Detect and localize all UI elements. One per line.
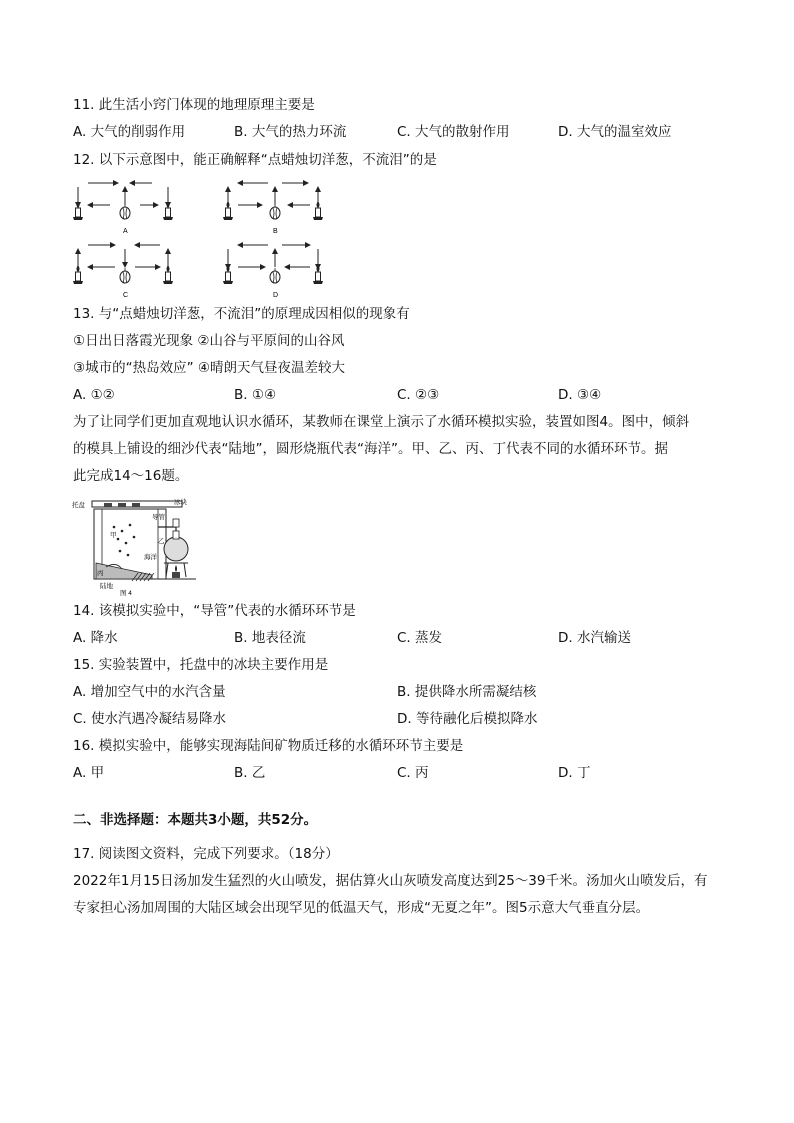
q15-stem: 15. 实验装置中，托盘中的冰块主要作用是 <box>73 657 329 673</box>
diagram-a-label: A <box>123 228 128 235</box>
label-jia: 甲 <box>110 532 117 539</box>
q15-option-c: C. 使水汽遇冷凝结易降水 <box>73 711 227 727</box>
q12-stem: 12. 以下示意图中，能正确解释“点蜡烛切洋葱，不流泪”的是 <box>73 152 437 168</box>
diagram-b <box>223 183 323 235</box>
label-land: 陆地 <box>100 583 113 590</box>
intro-line3: 此完成14～16题。 <box>73 468 189 484</box>
q15-option-a: A. 增加空气中的水汽含量 <box>73 684 226 700</box>
q11-option-c: C. 大气的散射作用 <box>397 124 510 140</box>
q15-option-d: D. 等待融化后模拟降水 <box>397 711 538 727</box>
q14-option-b: B. 地表径流 <box>234 630 306 646</box>
q11-option-b: B. 大气的热力环流 <box>234 124 347 140</box>
diagram-d-label: D <box>273 292 279 299</box>
diagram-c <box>73 245 173 299</box>
label-ice: 冰块 <box>174 499 187 506</box>
label-ocean: 海洋 <box>144 554 157 561</box>
diagram-a <box>73 183 173 235</box>
q16-option-a: A. 甲 <box>73 765 105 781</box>
q12-diagrams <box>70 175 340 300</box>
label-tray: 托盘 <box>72 502 85 509</box>
q13-option-d: D. ③④ <box>558 387 602 403</box>
label-yi: 乙 <box>158 538 165 545</box>
figure4-caption: 图 4 <box>120 590 132 597</box>
section2-title: 二、非选择题：本题共3小题，共52分。 <box>73 812 318 828</box>
q13-items-line1: ①日出日落霞光现象 ②山谷与平原间的山谷风 <box>73 333 345 349</box>
q14-stem: 14. 该模拟实验中，“导管”代表的水循环环节是 <box>73 603 356 619</box>
q16-option-c: C. 丙 <box>397 765 429 781</box>
q11-option-a: A. 大气的削弱作用 <box>73 124 186 140</box>
q13-items-line2: ③城市的“热岛效应” ④晴朗天气昼夜温差较大 <box>73 360 345 376</box>
q11-option-d: D. 大气的温室效应 <box>558 124 672 140</box>
diagram-b-label: B <box>273 228 278 235</box>
q13-option-b: B. ①④ <box>234 387 277 403</box>
q16-option-d: D. 丁 <box>558 765 591 781</box>
q15-option-b: B. 提供降水所需凝结核 <box>397 684 537 700</box>
label-tube: 导管 <box>152 514 165 521</box>
q17-line2: 专家担心汤加周围的大陆区域会出现罕见的低温天气，形成“无夏之年”。图5示意大气垂直分层。 <box>73 900 650 916</box>
q14-option-a: A. 降水 <box>73 630 118 646</box>
q17-stem: 17. 阅读图文资料，完成下列要求。（18分） <box>73 846 339 862</box>
diagram-d <box>223 245 323 299</box>
label-bing: 丙 <box>97 570 104 577</box>
q14-option-d: D. 水汽输送 <box>558 630 631 646</box>
q13-option-c: C. ②③ <box>397 387 440 403</box>
q11-stem: 11. 此生活小窍门体现的地理原理主要是 <box>73 97 315 113</box>
diagram-c-label: C <box>123 292 129 299</box>
intro-line2: 的模具上铺设的细沙代表“陆地”，圆形烧瓶代表“海洋”。甲、乙、丙、丁代表不同的水循环环节。据 <box>73 441 668 457</box>
q13-stem: 13. 与“点蜡烛切洋葱，不流泪”的原理成因相似的现象有 <box>73 306 410 322</box>
q16-stem: 16. 模拟实验中，能够实现海陆间矿物质迁移的水循环环节主要是 <box>73 738 464 754</box>
q16-option-b: B. 乙 <box>234 765 266 781</box>
figure-4 <box>72 497 207 597</box>
q13-option-a: A. ①② <box>73 387 115 403</box>
q17-line1: 2022年1月15日汤加发生猛烈的火山喷发，据估算火山灰喷发高度达到25～39千米。汤加火山喷发后，有 <box>73 873 708 889</box>
q14-option-c: C. 蒸发 <box>397 630 443 646</box>
intro-line1: 为了让同学们更加直观地认识水循环，某教师在课堂上演示了水循环模拟实验，装置如图4。图中，倾斜 <box>73 414 690 430</box>
